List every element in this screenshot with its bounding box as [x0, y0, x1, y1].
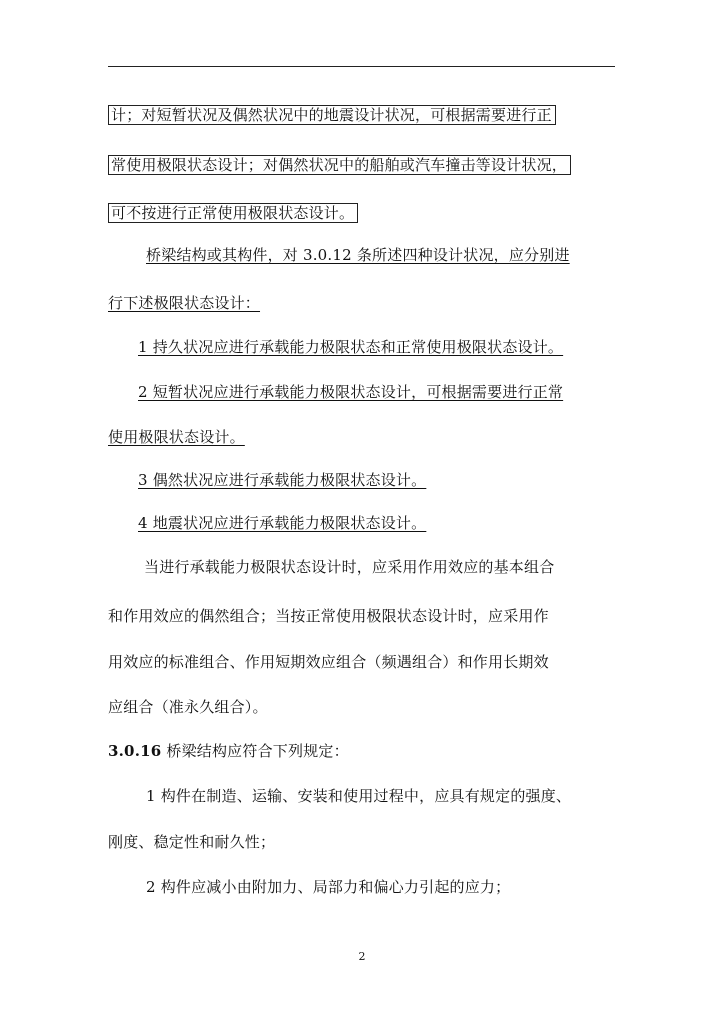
text-line: [108, 105, 556, 125]
paragraph-line: 用效应的标准组合、作用短期效应组合（频遇组合）和作用长期效: [108, 653, 549, 671]
text-line: [108, 203, 358, 223]
paragraph-line: 行下述极限状态设计：: [108, 294, 261, 312]
list-item-2-cont: 使用极限状态设计。: [108, 428, 245, 446]
clause-title: 桥梁结构应符合下列规定：: [161, 742, 349, 760]
list-item-2: 2 短暂状况应进行承载能力极限状态设计，可根据需要进行正常: [138, 383, 564, 401]
boxed-revision-text: 常使用极限状态设计；对偶然状况中的船舶或汽车撞击等设计状况，: [108, 155, 571, 175]
paragraph-line: 桥梁结构或其构件，对 3.0.12 条所述四种设计状况，应分别进: [146, 246, 570, 264]
paragraph-line: 1 构件在制造、运输、安装和使用过程中，应具有规定的强度、: [146, 787, 572, 805]
paragraph-line: 当进行承载能力极限状态设计时，应采用作用效应的基本组合: [144, 558, 555, 576]
list-item-1: 1 持久状况应进行承载能力极限状态和正常使用极限状态设计。: [138, 338, 564, 356]
boxed-revision-text: 计；对短暂状况及偶然状况中的地震设计状况，可根据需要进行正: [108, 105, 556, 125]
page-number: 2: [358, 950, 366, 963]
paragraph-line: 2 构件应减小由附加力、局部力和偏心力引起的应力；: [146, 878, 511, 896]
list-item-4: 4 地震状况应进行承载能力极限状态设计。: [138, 514, 427, 532]
paragraph-line: 应组合（准永久组合）。: [108, 698, 268, 716]
text-line: [108, 155, 571, 175]
clause-number: 3.0.16: [108, 742, 162, 760]
paragraph-line: 刚度、稳定性和耐久性；: [108, 833, 276, 851]
paragraph-line: 和作用效应的偶然组合；当按正常使用极限状态设计时，应采用作: [108, 607, 549, 625]
boxed-revision-text: 可不按进行正常使用极限状态设计。: [108, 203, 358, 223]
clause-heading: [108, 741, 349, 761]
header-rule: [108, 66, 615, 67]
list-item-3: 3 偶然状况应进行承载能力极限状态设计。: [138, 471, 427, 489]
